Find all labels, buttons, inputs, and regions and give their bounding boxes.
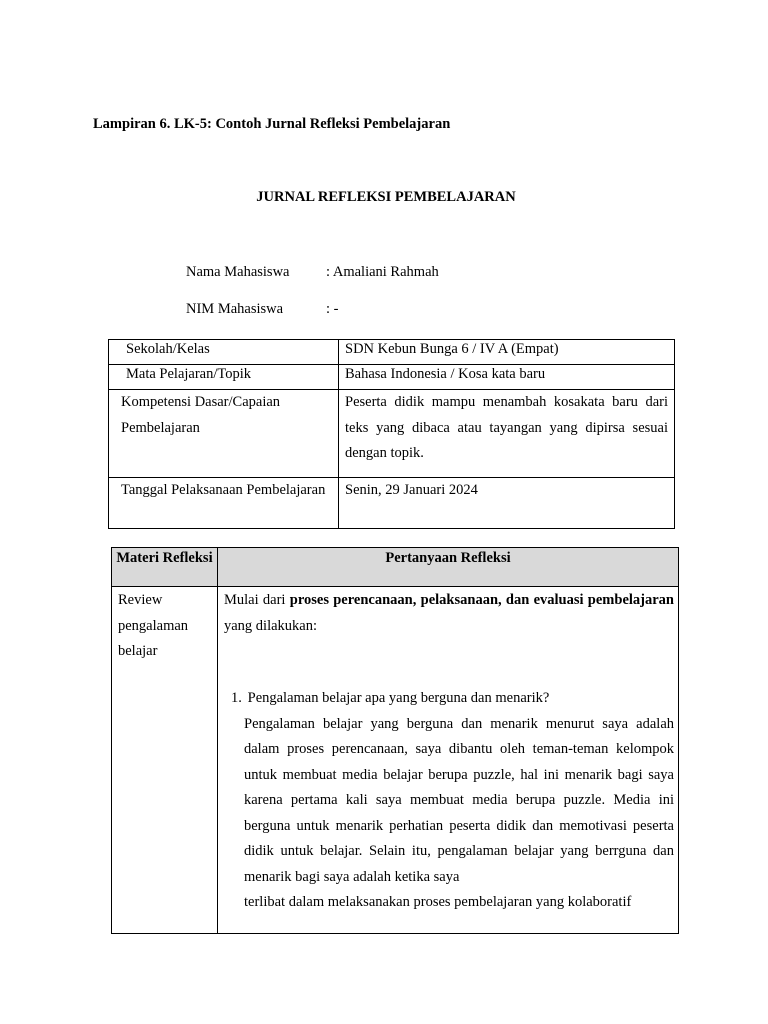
competency-value: Peserta didik mampu menambah kosakata baru dari teks yang dibaca atau tayangan yang dipirsa sesuai dengan topik. (339, 390, 675, 478)
table-row (109, 340, 675, 365)
school-class-label: Sekolah/Kelas (109, 340, 339, 365)
intro-bold: proses perencanaan, pelaksanaan, dan evaluasi pembelajaran (289, 592, 674, 608)
intro-prefix: Mulai dari (224, 592, 290, 608)
question-text: Pengalaman belajar apa yang berguna dan menarik? (247, 690, 550, 706)
subject-topic-label: Mata Pelajaran/Topik (109, 365, 339, 390)
appendix-heading: Lampiran 6. LK-5: Contoh Jurnal Refleksi Pembelajaran (93, 116, 451, 132)
reflection-topic (112, 587, 218, 934)
table-header-row (112, 548, 679, 587)
reflection-table (111, 547, 679, 934)
date-value: Senin, 29 Januari 2024 (339, 478, 675, 529)
answer-paragraph: Pengalaman belajar yang berguna dan menarik menurut saya adalah dalam proses perencanaan, saya dibantu oleh teman-teman kelompok untuk membuat media belajar berupa puzzle, hal ini menarik bagi saya karena pertama kali saya membuat media berupa puzzle. Media ini berguna untuk menarik perhatian peserta didik dan memotivasi peserta didik untuk belajar. Selain itu, pengalaman belajar yang berrguna dan menarik bagi saya adalah ketika saya (244, 715, 674, 885)
school-class-value: SDN Kebun Bunga 6 / IV A (Empat) (339, 340, 675, 365)
table-row (109, 478, 675, 529)
column-header-materi: Materi Refleksi (112, 548, 218, 587)
student-id-label: NIM Mahasiswa (186, 301, 284, 317)
answer-continuation: terlibat dalam melaksanakan proses pembelajaran yang kolaboratif (244, 894, 632, 910)
student-name-label: Nama Mahasiswa (186, 264, 290, 280)
table-row (112, 587, 679, 934)
subject-topic-value: Bahasa Indonesia / Kosa kata baru (339, 365, 675, 390)
competency-label: Kompetensi Dasar/Capaian Pembelajaran (109, 390, 339, 478)
reflection-intro (224, 588, 674, 639)
reflection-topic-text: Review pengalaman belajar (118, 592, 189, 659)
student-id-value: : - (326, 301, 339, 317)
table-row (109, 365, 675, 390)
student-name-value: : Amaliani Rahmah (326, 264, 439, 280)
question-number: 1. (231, 690, 242, 706)
question-item (224, 686, 674, 712)
table-row (109, 390, 675, 478)
intro-suffix: yang dilakukan: (224, 617, 318, 634)
document-title: JURNAL REFLEKSI PEMBELAJARAN (256, 189, 516, 205)
reflection-content (218, 587, 679, 934)
column-header-pertanyaan: Pertanyaan Refleksi (218, 548, 679, 587)
date-label: Tanggal Pelaksanaan Pembelajaran (109, 478, 339, 529)
lesson-info-table (108, 339, 675, 529)
